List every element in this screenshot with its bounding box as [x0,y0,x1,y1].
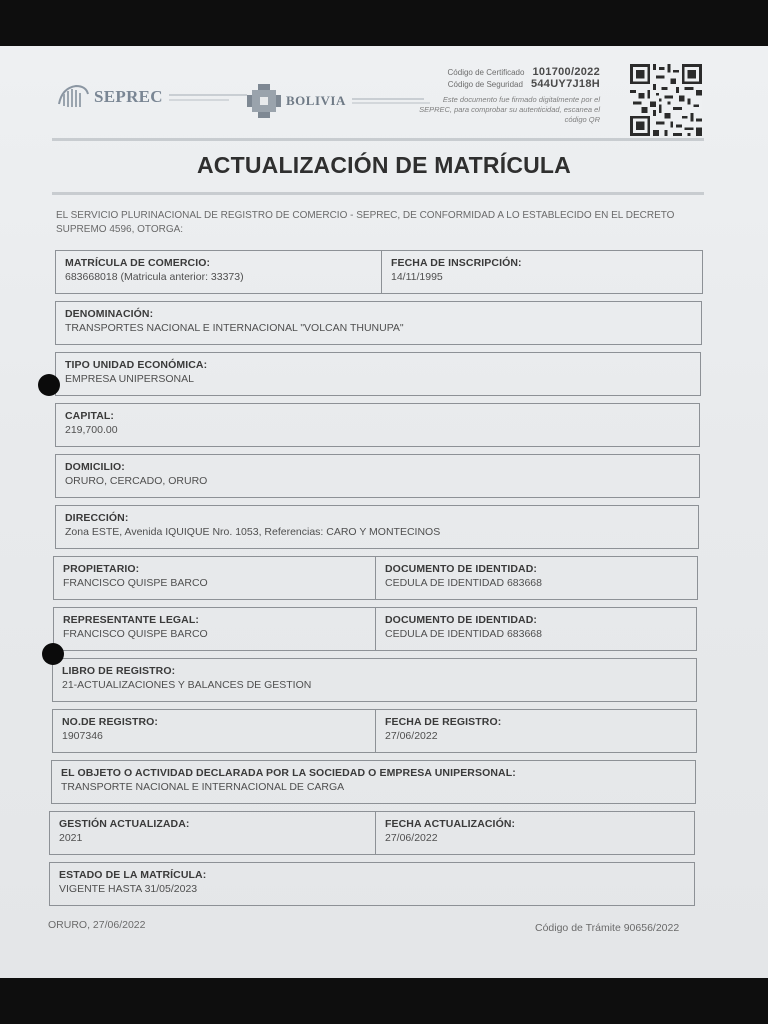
field-label: FECHA DE INSCRIPCIÓN: [391,257,522,269]
denominacion-field [56,302,701,344]
capital-field [56,404,699,446]
direccion-field [56,506,698,548]
field-label: NO.DE REGISTRO: [62,716,159,728]
certificate-code-label: Código de Certificado [447,68,525,77]
fecha-actualizacion-field [375,812,694,854]
field-label: FECHA ACTUALIZACIÓN: [385,818,516,830]
fecha-registro-field [375,710,696,752]
field-value: 683668018 (Matricula anterior: 33373) [65,271,244,283]
field-value: TRANSPORTES NACIONAL E INTERNACIONAL "VOLCAN THUNUPA" [65,322,404,334]
seprec-subtitle-mark [169,89,249,105]
title-divider [52,192,704,195]
registro-box [52,709,697,753]
bolivia-logo-text: BOLIVIA [286,93,346,108]
field-value: VIGENTE HASTA 31/05/2023 [59,883,198,895]
punch-hole [42,643,64,665]
seprec-logo [56,82,249,112]
doc-representante-field [375,608,696,650]
propietario-field [54,557,375,599]
tipo-unidad-box [55,352,701,396]
field-value: 21-ACTUALIZACIONES Y BALANCES DE GESTION [62,679,312,691]
representante-box [53,607,697,651]
field-label: DIRECCIÓN: [65,512,129,524]
field-value: Zona ESTE, Avenida IQUIQUE Nro. 1053, Referencias: CARO Y MONTECINOS [65,526,441,538]
page-title: ACTUALIZACIÓN DE MATRÍCULA [196,152,571,178]
doc-propietario-field [375,557,697,599]
field-value: CEDULA DE IDENTIDAD 683668 [385,628,542,640]
field-label: DENOMINACIÓN: [65,308,154,320]
field-label: EL OBJETO O ACTIVIDAD DECLARADA POR LA SOCIEDAD O EMPRESA UNIPERSONAL: [61,767,516,779]
gestion-field [50,812,375,854]
field-label: MATRÍCULA DE COMERCIO: [65,257,211,269]
libro-box [52,658,697,702]
field-value: 2021 [59,832,83,844]
field-label: DOCUMENTO DE IDENTIDAD: [385,563,538,575]
objeto-box [51,760,696,804]
field-label: TIPO UNIDAD ECONÓMICA: [65,359,208,371]
domicilio-field [56,455,699,497]
field-value: TRANSPORTE NACIONAL E INTERNACIONAL DE CARGA [61,781,345,793]
field-label: DOMICILIO: [65,461,125,473]
seprec-emblem-icon [56,82,90,112]
field-value: ORURO, CERCADO, ORURO [65,475,208,487]
field-value: FRANCISCO QUISPE BARCO [63,577,208,589]
bolivia-emblem-icon [244,82,284,120]
capital-box [55,403,700,447]
punch-hole [38,374,60,396]
certificate-code: 101700/2022 [532,66,600,78]
matricula-box [55,250,703,294]
tipo-unidad-field [56,353,700,395]
field-label: FECHA DE REGISTRO: [385,716,502,728]
libro-field [53,659,696,701]
representante-field [54,608,375,650]
field-value: 1907346 [62,730,103,742]
place-date: ORURO, 27/06/2022 [48,919,146,931]
no-registro-field [53,710,375,752]
field-label: LIBRO DE REGISTRO: [62,665,176,677]
objeto-field [52,761,695,803]
security-code: 544UY7J18H [530,78,600,90]
field-label: PROPIETARIO: [63,563,140,575]
document-page [0,46,768,978]
tramite-code: Código de Trámite 90656/2022 [535,922,680,934]
field-label: REPRESENTANTE LEGAL: [63,614,199,626]
qr-code-icon [628,64,704,136]
field-value: EMPRESA UNIPERSONAL [65,373,194,385]
field-label: DOCUMENTO DE IDENTIDAD: [385,614,538,626]
estado-box [49,862,695,906]
field-value: FRANCISCO QUISPE BARCO [63,628,208,640]
field-value: 27/06/2022 [385,832,438,844]
gestion-box [49,811,695,855]
domicilio-box [55,454,700,498]
field-label: ESTADO DE LA MATRÍCULA: [59,869,207,881]
field-label: GESTIÓN ACTUALIZADA: [59,818,190,830]
certificate-codes [418,66,600,125]
seprec-logo-text: SEPREC [94,87,163,106]
field-value: 27/06/2022 [385,730,438,742]
denominacion-box [55,301,702,345]
propietario-box [53,556,698,600]
direccion-box [55,505,699,549]
verification-note: Este documento fue firmado digitalmente por el SEPREC, para comprobar su autenticidad, escanea el código QR [419,95,600,124]
bolivia-logo [244,82,432,120]
field-value: 14/11/1995 [391,271,443,283]
field-value: 219,700.00 [65,424,118,436]
header-divider [52,138,704,141]
security-code-label: Código de Seguridad [447,80,523,89]
fecha-inscripcion-field [381,251,702,293]
matricula-field [56,251,381,293]
estado-field [50,863,694,905]
field-label: CAPITAL: [65,410,115,422]
field-value: CEDULA DE IDENTIDAD 683668 [385,577,542,589]
intro-text: EL SERVICIO PLURINACIONAL DE REGISTRO DE COMERCIO - SEPREC, DE CONFORMIDAD A LO ESTABLECIDO EN EL DECRETO SUPREMO 4596, OTORGA: [56,210,675,235]
